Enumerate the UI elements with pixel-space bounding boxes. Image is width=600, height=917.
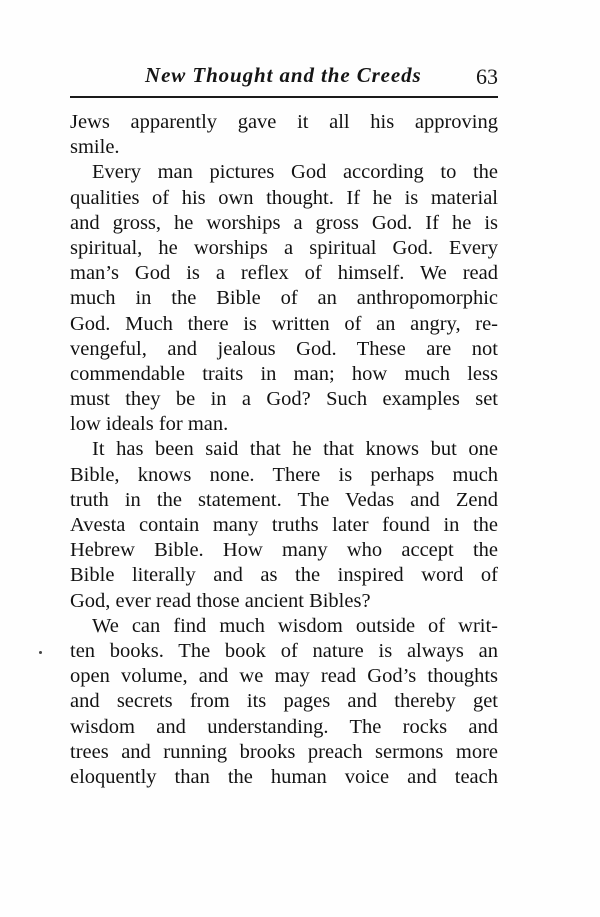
text-line: Bible, knows none. There is perhaps much	[70, 463, 498, 486]
text-line: open volume, and we may read God’s thoughts	[70, 665, 498, 688]
text-line: Jews apparently gave it all his approving	[70, 111, 498, 133]
text-line: truth in the statement. The Vedas and Zend	[70, 488, 498, 511]
text-line: must they be in a God? Such examples set	[70, 388, 498, 411]
page-number: 63	[476, 64, 498, 89]
text-line: trees and running brooks preach sermons more	[70, 740, 498, 763]
running-head	[70, 60, 498, 90]
scan-speck	[39, 651, 42, 654]
text-line: commendable traits in man; how much less	[70, 362, 498, 385]
text-line: God, ever read those ancient Bibles?	[70, 589, 371, 612]
text-line: Avesta contain many truths later found in the	[70, 514, 498, 536]
text-line: wisdom and understanding. The rocks and	[70, 715, 498, 738]
text-line: Hebrew Bible. How many who accept the	[70, 539, 498, 562]
text-line: much in the Bible of an anthropomorphic	[70, 287, 498, 310]
text-line: and secrets from its pages and thereby get	[70, 690, 498, 713]
text-line: spiritual, he worships a spiritual God. Every	[70, 236, 498, 259]
text-line: Bible literally and as the inspired word of	[70, 564, 498, 587]
text-line: We can find much wisdom outside of writ-	[92, 614, 498, 637]
text-line: It has been said that he that knows but one	[92, 438, 498, 461]
text-line: ten books. The book of nature is always an	[70, 639, 498, 662]
text-line: and gross, he worships a gross God. If he is	[70, 211, 498, 234]
text-line: low ideals for man.	[70, 413, 229, 436]
running-title: New Thought and the Creeds	[145, 63, 422, 87]
text-line: smile.	[70, 136, 120, 159]
header-rule	[70, 96, 498, 98]
text-line: eloquently than the human voice and teach	[70, 765, 498, 788]
text-line: man’s God is a reflex of himself. We read	[70, 262, 498, 285]
text-line: Every man pictures God according to the	[92, 161, 498, 184]
text-line: qualities of his own thought. If he is material	[70, 186, 498, 209]
text-line: God. Much there is written of an angry, re-	[70, 312, 498, 335]
text-line: vengeful, and jealous God. These are not	[70, 337, 498, 360]
body-text	[70, 110, 498, 790]
